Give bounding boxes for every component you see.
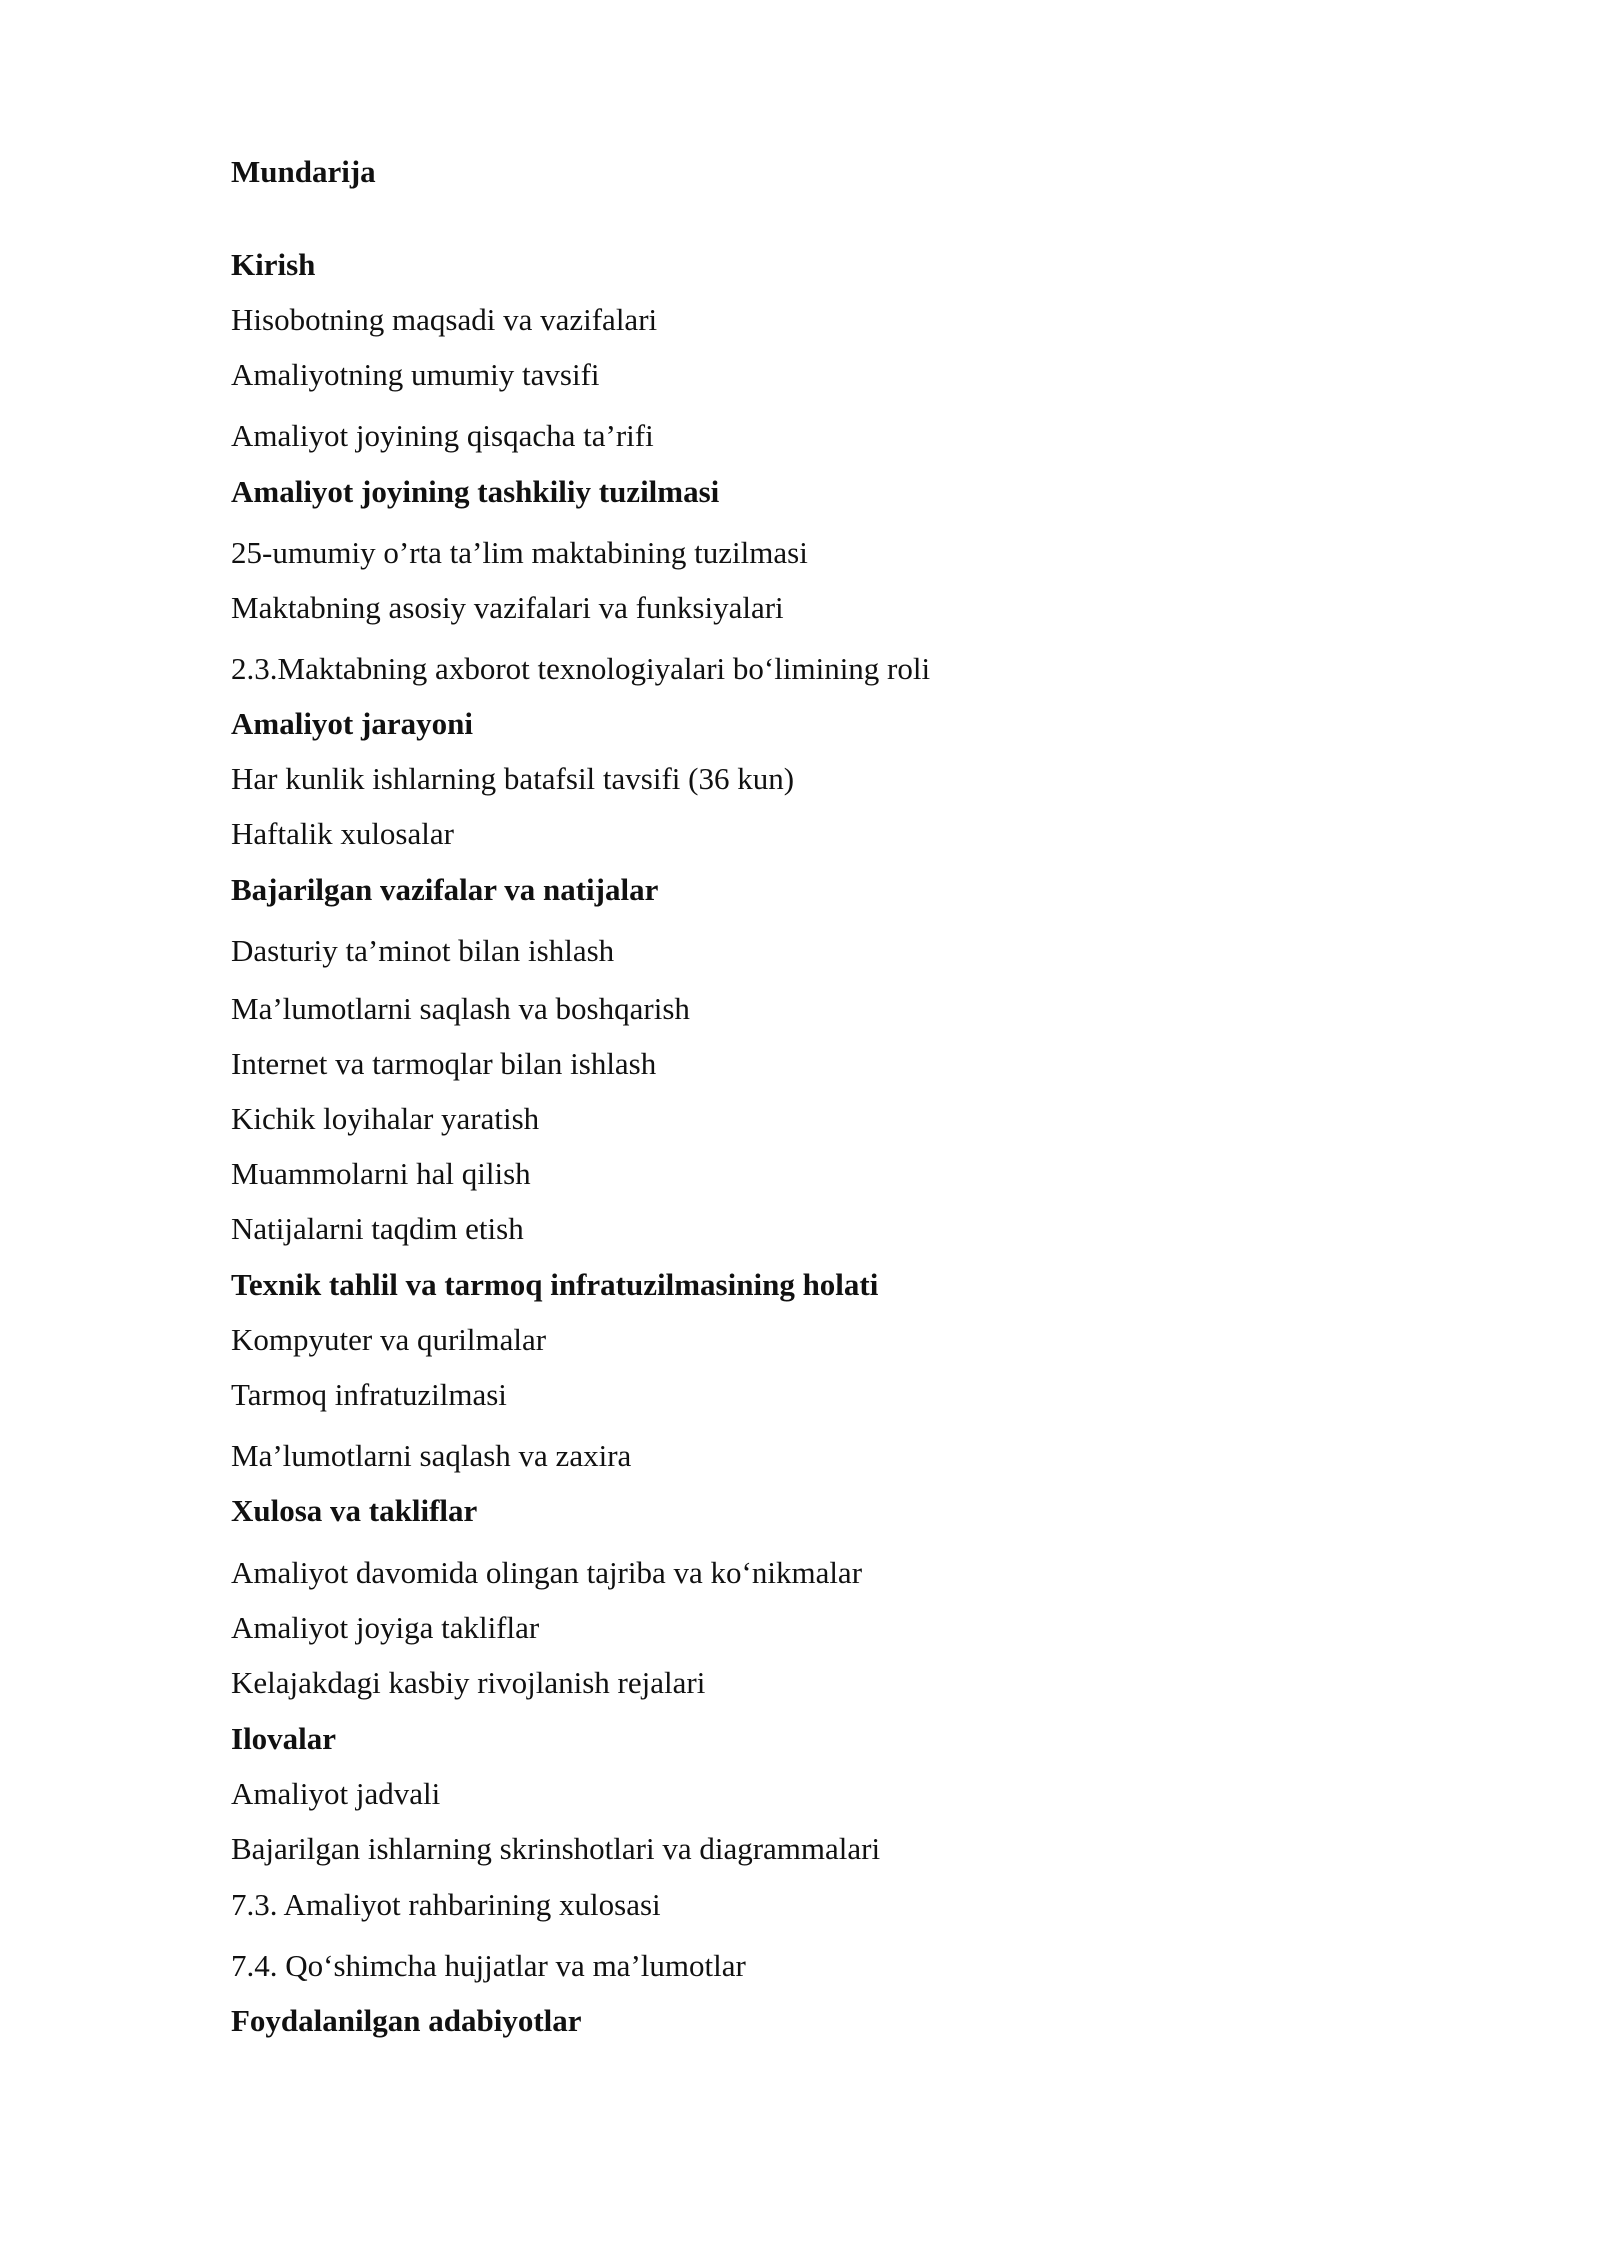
toc-item: 25-umumiy o’rta ta’lim maktabining tuzilmasi <box>231 535 808 570</box>
toc-section-heading: Foydalanilgan adabiyotlar <box>231 2003 582 2038</box>
toc-item: Amaliyotning umumiy tavsifi <box>231 357 600 392</box>
toc-item: Amaliyot davomida olingan tajriba va ko‘nikmalar <box>231 1555 863 1590</box>
toc-section-heading: Amaliyot joyining tashkiliy tuzilmasi <box>231 474 720 509</box>
toc-section-heading: Amaliyot jarayoni <box>231 706 473 741</box>
toc-item: Amaliyot joyiga takliflar <box>231 1610 540 1645</box>
toc-item: Dasturiy ta’minot bilan ishlash <box>231 933 615 968</box>
toc-item: Kichik loyihalar yaratish <box>231 1101 540 1136</box>
toc-item: Natijalarni taqdim etish <box>231 1211 524 1246</box>
toc-item: Hisobotning maqsadi va vazifalari <box>231 302 658 337</box>
toc-item: Har kunlik ishlarning batafsil tavsifi (36 kun) <box>231 761 795 796</box>
toc-item: Amaliyot joyining qisqacha ta’rifi <box>231 418 654 453</box>
toc-item: Kompyuter va qurilmalar <box>231 1322 547 1357</box>
toc-item: Kelajakdagi kasbiy rivojlanish rejalari <box>231 1665 706 1700</box>
toc-item: Maktabning asosiy vazifalari va funksiyalari <box>231 590 784 625</box>
toc-section-heading: Bajarilgan vazifalar va natijalar <box>231 872 659 907</box>
toc-item: Bajarilgan ishlarning skrinshotlari va diagrammalari <box>231 1831 881 1866</box>
toc-item: 7.3. Amaliyot rahbarining xulosasi <box>231 1887 661 1922</box>
toc-item: Internet va tarmoqlar bilan ishlash <box>231 1046 657 1081</box>
toc-item: Tarmoq infratuzilmasi <box>231 1377 507 1412</box>
toc-item: 7.4. Qo‘shimcha hujjatlar va ma’lumotlar <box>231 1948 746 1983</box>
toc-item: Amaliyot jadvali <box>231 1776 441 1811</box>
toc-section-heading: Kirish <box>231 247 316 282</box>
toc-section-heading: Xulosa va takliflar <box>231 1493 478 1528</box>
toc-item: Ma’lumotlarni saqlash va boshqarish <box>231 991 690 1026</box>
toc-item: Muammolarni hal qilish <box>231 1156 531 1191</box>
toc-section-heading: Ilovalar <box>231 1721 337 1756</box>
toc-item: 2.3.Maktabning axborot texnologiyalari bo‘limining roli <box>231 651 931 686</box>
page-title: Mundarija <box>231 154 376 189</box>
toc-item: Haftalik xulosalar <box>231 816 454 851</box>
toc-section-heading: Texnik tahlil va tarmoq infratuzilmasining holati <box>231 1267 879 1302</box>
toc-item: Ma’lumotlarni saqlash va zaxira <box>231 1438 632 1473</box>
